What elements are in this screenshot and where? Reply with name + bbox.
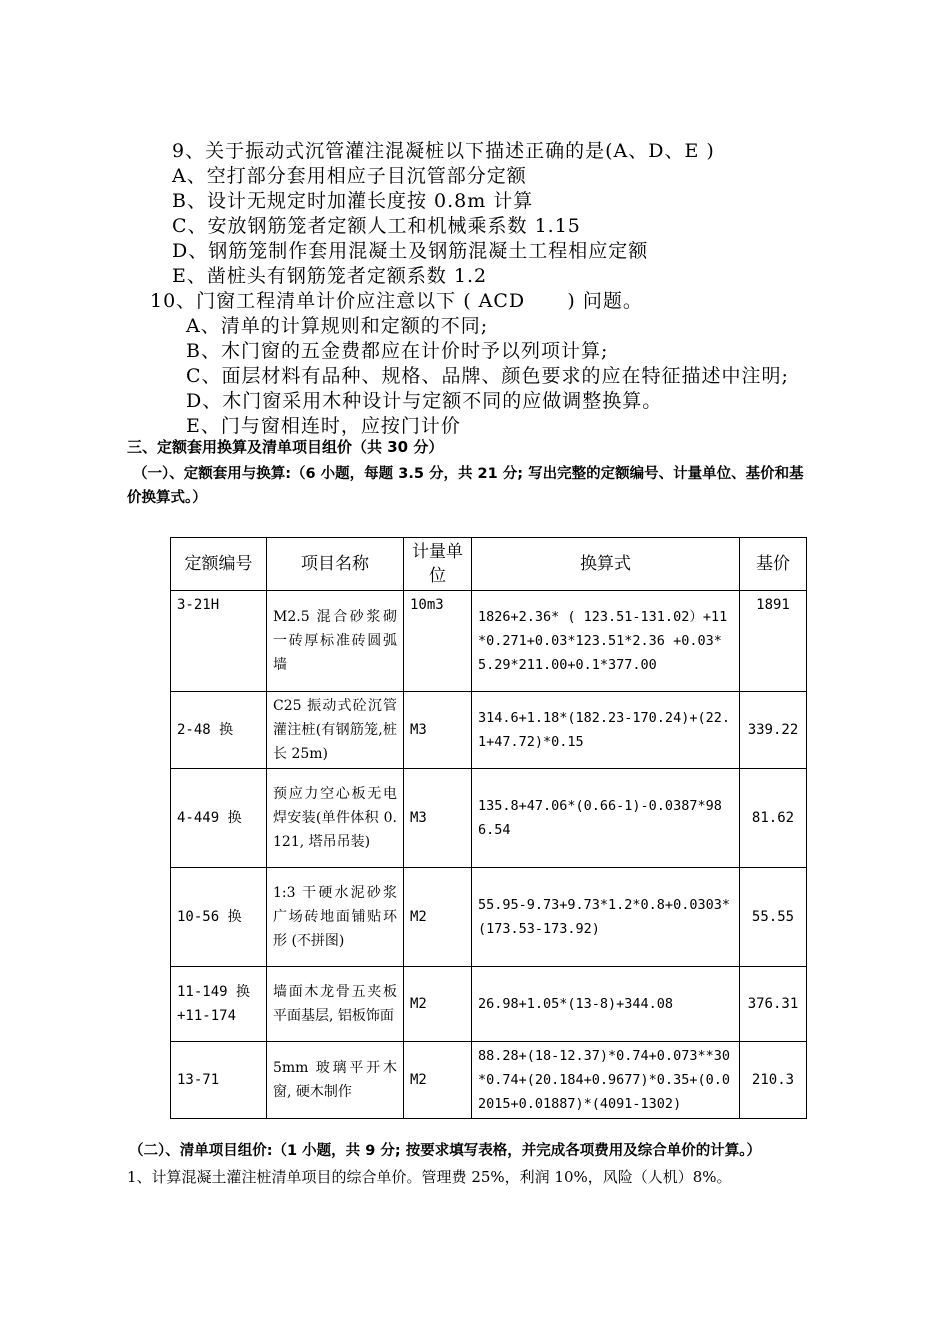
q9-option-e: E、凿桩头有钢筋笼者定额系数 1.2 (172, 265, 488, 287)
row-code: 4-449 换 (171, 769, 267, 868)
row-code: 3-21H (171, 591, 267, 692)
row-price: 81.62 (740, 769, 807, 868)
row-formula: 314.6+1.18*(182.23-170.24)+(22.1+47.72)*0.15 (472, 692, 740, 769)
row-code: 11-149 换 +11-174 (171, 967, 267, 1042)
q9-option-a: A、空打部分套用相应子目沉管部分定额 (172, 165, 527, 187)
table-row (171, 591, 807, 692)
row-price: 210.3 (740, 1042, 807, 1119)
row-name: M2.5 混合砂浆砌一砖厚标准砖圆弧墙 (267, 591, 404, 692)
row-formula: 135.8+47.06*(0.66-1)-0.0387*986.54 (472, 769, 740, 868)
row-name: 预应力空心板无电焊安装(单件体积 0.121, 塔吊吊装) (267, 769, 404, 868)
header-quota-code: 定额编号 (171, 538, 267, 591)
q9-option-b: B、设计无规定时加灌长度按 0.8m 计算 (172, 190, 534, 212)
q10-option-e: E、门与窗相连时，应按门计价 (186, 415, 461, 437)
quota-conversion-table (170, 537, 807, 1119)
table-row (171, 692, 807, 769)
row-code: 2-48 换 (171, 692, 267, 769)
row-code: 10-56 换 (171, 868, 267, 967)
row-unit: 10m3 (404, 591, 472, 692)
header-formula: 换算式 (472, 538, 740, 591)
row-code: 13-71 (171, 1042, 267, 1119)
q9-stem: 9、关于振动式沉管灌注混凝桩以下描述正确的是(A、D、E ) (172, 140, 715, 162)
row-name: 1:3 干硬水泥砂浆广场砖地面铺贴环形 (不拼图) (267, 868, 404, 967)
section3-title: 三、定额套用换算及清单项目组价（共 30 分） (127, 438, 444, 456)
table-row (171, 1042, 807, 1119)
row-unit: M2 (404, 868, 472, 967)
q10-option-d: D、木门窗采用木种设计与定额不同的应做调整换算。 (186, 390, 663, 412)
q9-option-c: C、安放钢筋笼者定额人工和机械乘系数 1.15 (172, 215, 581, 237)
table-row (171, 868, 807, 967)
part1-instructions-line1: （一）、定额套用与换算:（6 小题，每题 3.5 分，共 21 分; 写出完整的定额编号、计量单位、基价和基 (133, 466, 804, 482)
row-unit: M3 (404, 769, 472, 868)
q10-option-a: A、清单的计算规则和定额的不同; (186, 315, 489, 337)
row-unit: M3 (404, 692, 472, 769)
q10-stem: 10、门窗工程清单计价应注意以下 ( ACD ) 问题。 (150, 290, 643, 312)
row-name: C25 振动式砼沉管灌注桩(有钢筋笼,桩长 25m) (267, 692, 404, 769)
header-unit: 计量单位 (404, 538, 472, 591)
part2-instructions: （二）、清单项目组价:（1 小题，共 9 分; 按要求填写表格，并完成各项费用及综合单价的计算。） (129, 1143, 761, 1159)
row-price: 1891 (740, 591, 807, 692)
table-row (171, 769, 807, 868)
row-price: 339.22 (740, 692, 807, 769)
row-formula: 26.98+1.05*(13-8)+344.08 (472, 967, 740, 1042)
header-item-name: 项目名称 (267, 538, 404, 591)
row-price: 55.55 (740, 868, 807, 967)
row-name: 墙面木龙骨五夹板平面基层, 铝板饰面 (267, 967, 404, 1042)
part1-instructions-line2: 价换算式。） (127, 490, 207, 506)
row-formula: 55.95-9.73+9.73*1.2*0.8+0.0303*(173.53-173.92) (472, 868, 740, 967)
table-row (171, 967, 807, 1042)
q10-option-c: C、面层材料有品种、规格、品牌、颜色要求的应在特征描述中注明; (186, 365, 789, 387)
q10-option-b: B、木门窗的五金费都应在计价时予以列项计算; (186, 340, 609, 362)
q9-option-d: D、钢筋笼制作套用混凝土及钢筋混凝土工程相应定额 (172, 240, 649, 262)
row-formula: 1826+2.36* ( 123.51-131.02）+11*0.271+0.03*123.51*2.36 +0.03*5.29*211.00+0.1*377.00 (472, 591, 740, 692)
row-unit: M2 (404, 1042, 472, 1119)
header-base-price: 基价 (740, 538, 807, 591)
row-unit: M2 (404, 967, 472, 1042)
row-price: 376.31 (740, 967, 807, 1042)
row-name: 5mm 玻璃平开木窗, 硬木制作 (267, 1042, 404, 1119)
row-formula: 88.28+(18-12.37)*0.74+0.073**30*0.74+(20.184+0.9677)*0.35+(0.02015+0.01887)*(4091-1302) (472, 1042, 740, 1119)
part2-item1: 1、计算混凝土灌注桩清单项目的综合单价。管理费 25%，利润 10%，风险（人机）8%。 (127, 1168, 732, 1186)
